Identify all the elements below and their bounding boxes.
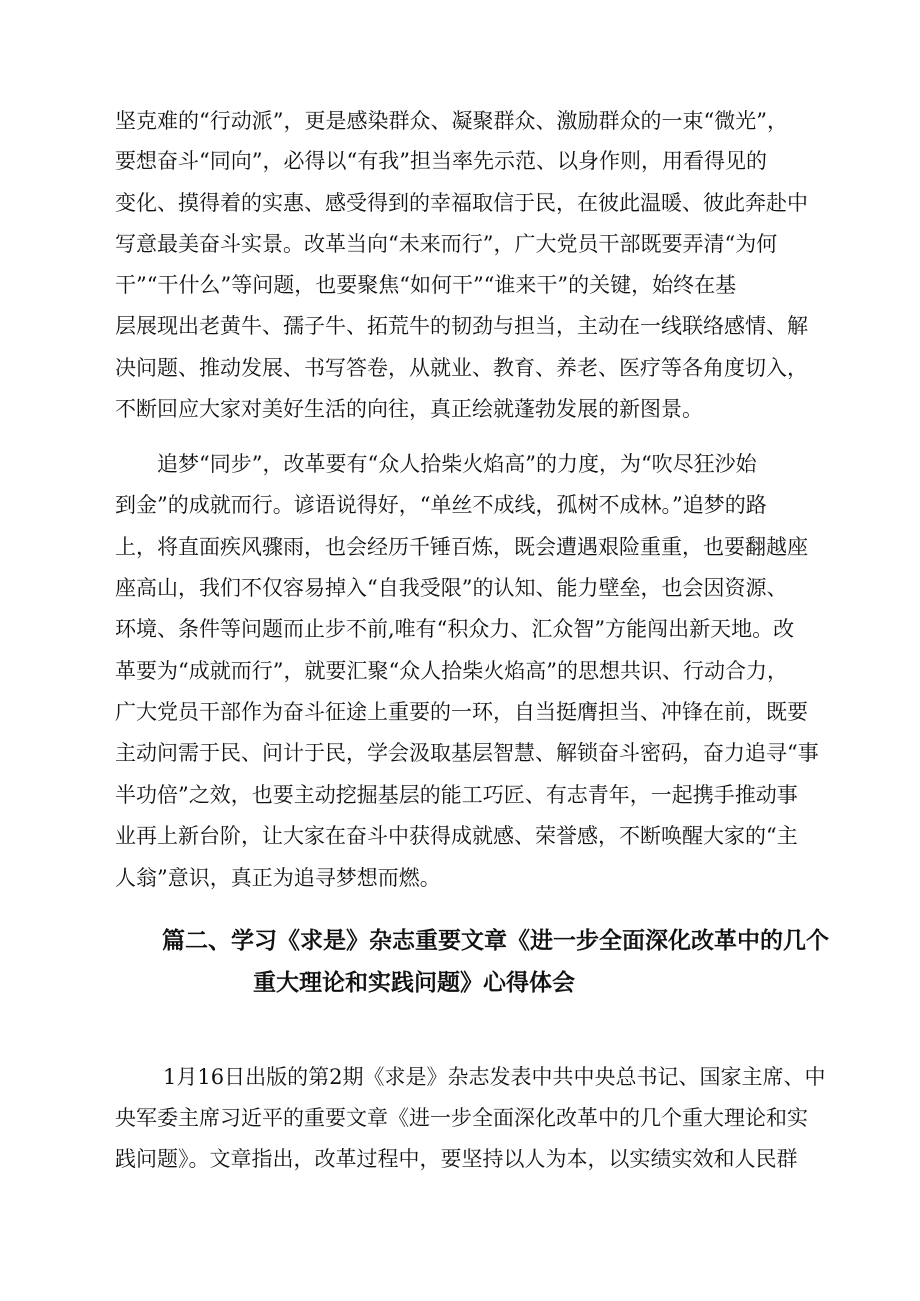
text-line: 上，将直面疾风骤雨，也会经历千锤百炼，既会遭遇艰险重重，也要翻越座: [115, 535, 808, 559]
text-line: 1月16日出版的第2期《求是》杂志发表中共中央总书记、国家主席、中: [163, 1065, 826, 1089]
text-line: 革要为“成就而行”，就要汇聚“众人拾柴火焰高”的思想共识、行动合力，: [115, 659, 788, 683]
text-line: 环境、条件等问题而止步不前,唯有“积众力、汇众智”方能闯出新天地。改: [115, 617, 795, 641]
text-line: 干”“干什么”等问题，也要聚焦“如何干”“谁来干”的关键，始终在基: [115, 273, 737, 297]
text-line: 写意最美奋斗实景。改革当向“未来而行”，广大党员干部既要弄清“为何: [115, 232, 778, 256]
text-line: 座高山，我们不仅容易掉入“自我受限”的认知、能力壁垒，也会因资源、: [115, 576, 788, 600]
text-line: 践问题》。文章指出，改革过程中，要坚持以人为本，以实绩实效和人民群: [115, 1147, 798, 1171]
text-line: 要想奋斗“同向”，必得以“有我”担当率先示范、以身作则，用看得见的: [115, 149, 767, 173]
text-line: 不断回应大家对美好生活的向往，真正绘就蓬勃发展的新图景。: [115, 397, 703, 421]
text-line: 到金”的成就而行。谚语说得好，“单丝不成线，孤树不成林。”追梦的路: [115, 493, 767, 517]
heading-line: 篇二、学习《求是》杂志重要文章《进一步全面深化改革中的几个: [162, 928, 829, 954]
text-line: 业再上新台阶，让大家在奋斗中获得成就感、荣誉感，不断唤醒大家的“主: [115, 824, 798, 848]
text-line: 变化、摸得着的实惠、感受得到的幸福取信于民，在彼此温暖、彼此奔赴中: [115, 191, 808, 215]
text-line: 追梦“同步”，改革要有“众人拾柴火焰高”的力度，为“吹尽狂沙始: [157, 452, 757, 476]
text-line: 层展现出老黄牛、孺子牛、拓荒牛的韧劲与担当，主动在一线联络感情、解: [115, 314, 808, 338]
text-line: 坚克难的“行动派”，更是感染群众、凝聚群众、激励群众的一束“微光”，: [115, 109, 788, 133]
text-line: 央军委主席习近平的重要文章《进一步全面深化改革中的几个重大理论和实: [115, 1106, 808, 1130]
text-line: 广大党员干部作为奋斗征途上重要的一环，自当挺膺担当、冲锋在前，既要: [115, 700, 808, 724]
text-line: 决问题、推动发展、书写答卷，从就业、教育、养老、医疗等各角度切入，: [115, 356, 808, 380]
text-line: 主动问需于民、问计于民，学会汲取基层智慧、解锁奋斗密码，奋力追寻“事: [115, 741, 819, 765]
text-line: 人翁”意识，真正为追寻梦想而燃。: [115, 866, 441, 890]
text-line: 半功倍”之效，也要主动挖掘基层的能工巧匠、有志青年，一起携手推动事: [115, 783, 798, 807]
heading-line: 重大理论和实践问题》心得体会: [253, 970, 575, 996]
